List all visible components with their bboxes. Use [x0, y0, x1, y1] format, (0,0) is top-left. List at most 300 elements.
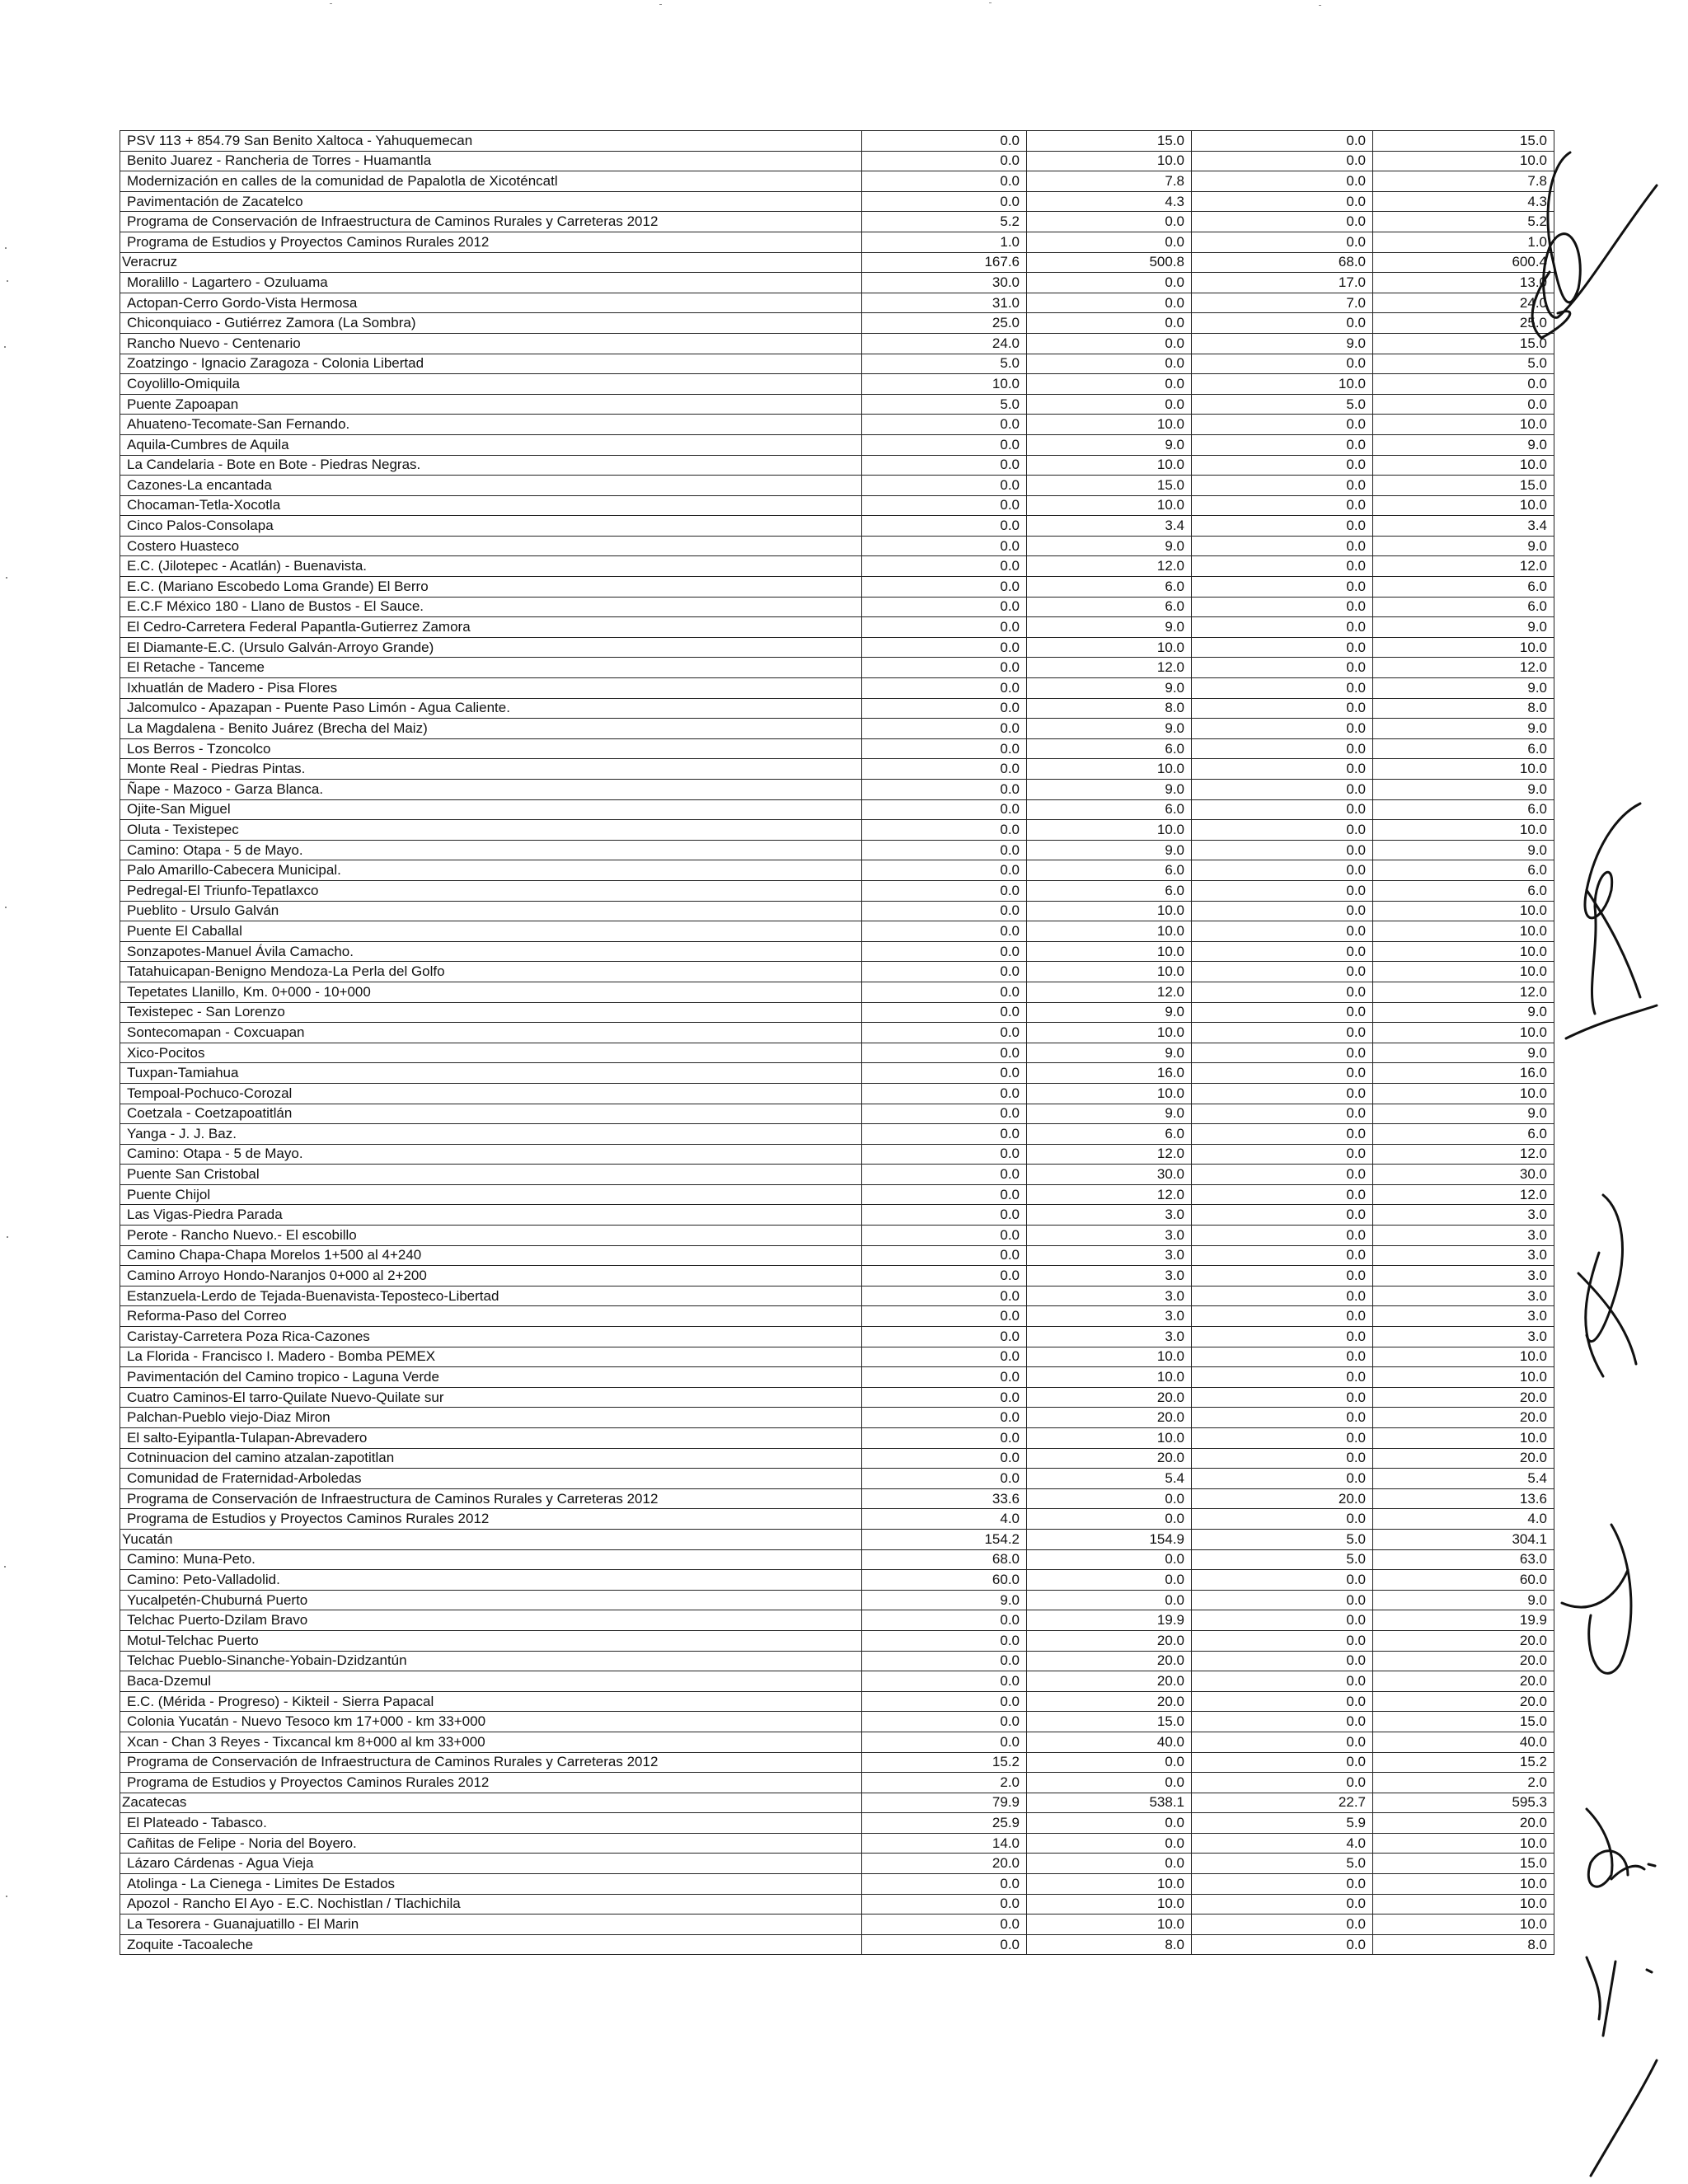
value-cell: 0.0: [1027, 333, 1192, 354]
value-cell: 9.0: [1373, 1590, 1554, 1610]
value-cell: 0.0: [1192, 840, 1373, 860]
value-cell: 0.0: [862, 1002, 1027, 1023]
value-cell: 9.0: [1027, 1002, 1192, 1023]
value-cell: 0.0: [862, 901, 1027, 921]
road-name-cell: Xcan - Chan 3 Reyes - Tixcancal km 8+000 al km 33+000: [120, 1732, 862, 1752]
value-cell: 0.0: [1027, 1570, 1192, 1591]
road-name-cell: Palo Amarillo-Cabecera Municipal.: [120, 860, 862, 881]
value-cell: 3.4: [1373, 516, 1554, 537]
value-cell: 0.0: [1027, 232, 1192, 252]
value-cell: 12.0: [1027, 556, 1192, 577]
road-name-cell: PSV 113 + 854.79 San Benito Xaltoca - Yahuquemecan: [120, 131, 862, 152]
road-name-cell: Ixhuatlán de Madero - Pisa Flores: [120, 678, 862, 699]
value-cell: 0.0: [862, 1286, 1027, 1306]
road-name-cell: Camino: Muna-Peto.: [120, 1549, 862, 1570]
value-cell: 0.0: [1192, 1509, 1373, 1530]
value-cell: 10.0: [1027, 921, 1192, 942]
value-cell: 20.0: [1373, 1671, 1554, 1692]
road-name-cell: Oluta - Texistepec: [120, 820, 862, 841]
value-cell: 0.0: [1192, 476, 1373, 496]
value-cell: 15.0: [1373, 1854, 1554, 1874]
value-cell: 0.0: [1373, 374, 1554, 395]
value-cell: 10.0: [1027, 1894, 1192, 1915]
value-cell: 10.0: [1027, 1915, 1192, 1935]
value-cell: 9.0: [862, 1590, 1027, 1610]
value-cell: 15.2: [1373, 1752, 1554, 1773]
value-cell: 10.0: [1373, 495, 1554, 516]
road-name-cell: Xico-Pocitos: [120, 1043, 862, 1063]
value-cell: 9.0: [1027, 719, 1192, 739]
value-cell: 30.0: [1027, 1165, 1192, 1185]
value-cell: 0.0: [1027, 1488, 1192, 1509]
value-cell: 9.0: [1373, 1043, 1554, 1063]
value-cell: 15.0: [1027, 131, 1192, 152]
road-name-cell: El Retache - Tanceme: [120, 658, 862, 678]
value-cell: 0.0: [862, 738, 1027, 759]
road-name-cell: Benito Juarez - Rancheria de Torres - Huamantla: [120, 151, 862, 171]
road-name-cell: Puente El Caballal: [120, 921, 862, 942]
value-cell: 24.0: [1373, 293, 1554, 313]
value-cell: 25.0: [1373, 313, 1554, 334]
value-cell: 3.0: [1027, 1327, 1192, 1347]
value-cell: 0.0: [1027, 273, 1192, 293]
value-cell: 0.0: [862, 415, 1027, 435]
value-cell: 10.0: [1373, 1428, 1554, 1449]
road-name-cell: Cañitas de Felipe - Noria del Boyero.: [120, 1833, 862, 1854]
value-cell: 68.0: [862, 1549, 1027, 1570]
value-cell: 0.0: [862, 1266, 1027, 1286]
state-name-cell: Veracruz: [120, 252, 862, 273]
value-cell: 6.0: [1373, 577, 1554, 598]
value-cell: 3.0: [1373, 1245, 1554, 1266]
value-cell: 4.0: [862, 1509, 1027, 1530]
value-cell: 60.0: [862, 1570, 1027, 1591]
road-name-cell: Programa de Conservación de Infraestructura de Caminos Rurales y Carreteras 2012: [120, 212, 862, 232]
value-cell: 0.0: [862, 698, 1027, 719]
value-cell: 10.0: [1373, 941, 1554, 962]
value-cell: 0.0: [862, 1651, 1027, 1671]
value-cell: 12.0: [1027, 1144, 1192, 1165]
value-cell: 0.0: [862, 1184, 1027, 1205]
value-cell: 5.0: [862, 354, 1027, 374]
value-cell: 6.0: [1027, 860, 1192, 881]
value-cell: 0.0: [862, 637, 1027, 658]
value-cell: 9.0: [1027, 617, 1192, 638]
value-cell: 0.0: [1192, 1286, 1373, 1306]
value-cell: 5.4: [1373, 1469, 1554, 1489]
value-cell: 0.0: [862, 1043, 1027, 1063]
value-cell: 0.0: [862, 536, 1027, 556]
value-cell: 0.0: [862, 1023, 1027, 1043]
value-cell: 0.0: [862, 658, 1027, 678]
value-cell: 9.0: [1027, 678, 1192, 699]
road-name-cell: Reforma-Paso del Correo: [120, 1306, 862, 1327]
value-cell: 10.0: [1027, 1023, 1192, 1043]
value-cell: 19.9: [1027, 1610, 1192, 1631]
value-cell: 15.0: [1027, 1712, 1192, 1732]
value-cell: 9.0: [1027, 840, 1192, 860]
value-cell: 3.4: [1027, 516, 1192, 537]
value-cell: 0.0: [862, 597, 1027, 617]
value-cell: 9.0: [1373, 536, 1554, 556]
value-cell: 0.0: [1027, 1773, 1192, 1793]
value-cell: 4.0: [1192, 1833, 1373, 1854]
value-cell: 0.0: [862, 1226, 1027, 1246]
road-name-cell: Jalcomulco - Apazapan - Puente Paso Limón - Agua Caliente.: [120, 698, 862, 719]
value-cell: 0.0: [1027, 1833, 1192, 1854]
value-cell: 0.0: [862, 1347, 1027, 1367]
value-cell: 6.0: [1027, 880, 1192, 901]
value-cell: 10.0: [1373, 820, 1554, 841]
value-cell: 0.0: [1192, 1408, 1373, 1428]
value-cell: 0.0: [1192, 962, 1373, 982]
road-name-cell: Programa de Conservación de Infraestructura de Caminos Rurales y Carreteras 2012: [120, 1488, 862, 1509]
road-name-cell: Perote - Rancho Nuevo.- El escobillo: [120, 1226, 862, 1246]
value-cell: 0.0: [862, 516, 1027, 537]
value-cell: 0.0: [1192, 1104, 1373, 1124]
value-cell: 0.0: [1192, 982, 1373, 1002]
value-cell: 0.0: [1192, 1306, 1373, 1327]
value-cell: 0.0: [862, 1327, 1027, 1347]
value-cell: 0.0: [862, 1367, 1027, 1388]
value-cell: 6.0: [1027, 597, 1192, 617]
value-cell: 15.0: [1373, 1712, 1554, 1732]
value-cell: 0.0: [1192, 1043, 1373, 1063]
value-cell: 0.0: [1192, 637, 1373, 658]
value-cell: 0.0: [1192, 354, 1373, 374]
state-name-cell: Zacatecas: [120, 1793, 862, 1813]
road-name-cell: Pavimentación del Camino tropico - Laguna Verde: [120, 1367, 862, 1388]
value-cell: 6.0: [1027, 577, 1192, 598]
value-cell: 0.0: [862, 1165, 1027, 1185]
road-name-cell: E.C. (Mérida - Progreso) - Kikteil - Sierra Papacal: [120, 1691, 862, 1712]
state-name-cell: Yucatán: [120, 1529, 862, 1549]
value-cell: 8.0: [1373, 1934, 1554, 1955]
value-cell: 0.0: [862, 1428, 1027, 1449]
value-cell: 0.0: [1192, 1428, 1373, 1449]
road-name-cell: El Diamante-E.C. (Ursulo Galván-Arroyo Grande): [120, 637, 862, 658]
value-cell: 10.0: [1027, 962, 1192, 982]
value-cell: 20.0: [1373, 1630, 1554, 1651]
value-cell: 0.0: [1192, 1469, 1373, 1489]
road-name-cell: El salto-Eyipantla-Tulapan-Abrevadero: [120, 1428, 862, 1449]
value-cell: 9.0: [1373, 434, 1554, 455]
value-cell: 40.0: [1027, 1732, 1192, 1752]
value-cell: 3.0: [1373, 1226, 1554, 1246]
road-name-cell: Yucalpetén-Chuburná Puerto: [120, 1590, 862, 1610]
road-name-cell: Actopan-Cerro Gordo-Vista Hermosa: [120, 293, 862, 313]
value-cell: 3.0: [1027, 1205, 1192, 1226]
value-cell: 0.0: [1192, 1124, 1373, 1145]
value-cell: 15.0: [1373, 476, 1554, 496]
value-cell: 0.0: [1192, 1083, 1373, 1104]
value-cell: 12.0: [1027, 1184, 1192, 1205]
value-cell: 0.0: [1192, 536, 1373, 556]
value-cell: 9.0: [1027, 1043, 1192, 1063]
value-cell: 10.0: [1027, 901, 1192, 921]
value-cell: 3.0: [1027, 1245, 1192, 1266]
value-cell: 0.0: [1192, 1205, 1373, 1226]
road-name-cell: Camino: Otapa - 5 de Mayo.: [120, 1144, 862, 1165]
value-cell: 15.0: [1373, 131, 1554, 152]
value-cell: 0.0: [862, 880, 1027, 901]
road-name-cell: Las Vigas-Piedra Parada: [120, 1205, 862, 1226]
value-cell: 0.0: [1192, 516, 1373, 537]
road-name-cell: Monte Real - Piedras Pintas.: [120, 759, 862, 780]
value-cell: 0.0: [1192, 1590, 1373, 1610]
value-cell: 0.0: [862, 1934, 1027, 1955]
value-cell: 9.0: [1373, 1104, 1554, 1124]
value-cell: 20.0: [1373, 1448, 1554, 1469]
value-cell: 10.0: [1027, 637, 1192, 658]
road-name-cell: La Magdalena - Benito Juárez (Brecha del Maiz): [120, 719, 862, 739]
value-cell: 15.0: [1027, 476, 1192, 496]
value-cell: 9.0: [1027, 1104, 1192, 1124]
value-cell: 0.0: [862, 617, 1027, 638]
value-cell: 20.0: [862, 1854, 1027, 1874]
road-name-cell: Baca-Dzemul: [120, 1671, 862, 1692]
value-cell: 4.3: [1373, 191, 1554, 212]
value-cell: 0.0: [862, 799, 1027, 820]
value-cell: 0.0: [862, 1245, 1027, 1266]
value-cell: 0.0: [1192, 1448, 1373, 1469]
road-name-cell: Motul-Telchac Puerto: [120, 1630, 862, 1651]
value-cell: 6.0: [1027, 1124, 1192, 1145]
value-cell: 0.0: [1027, 1590, 1192, 1610]
value-cell: 10.0: [1027, 1347, 1192, 1367]
value-cell: 13.6: [1373, 1488, 1554, 1509]
road-name-cell: Apozol - Rancho El Ayo - E.C. Nochistlan / Tlachichila: [120, 1894, 862, 1915]
value-cell: 20.0: [1027, 1651, 1192, 1671]
value-cell: 0.0: [1027, 1813, 1192, 1834]
value-cell: 154.9: [1027, 1529, 1192, 1549]
value-cell: 8.0: [1373, 698, 1554, 719]
value-cell: 0.0: [1192, 1934, 1373, 1955]
value-cell: 0.0: [1192, 313, 1373, 334]
value-cell: 25.0: [862, 313, 1027, 334]
value-cell: 10.0: [1027, 759, 1192, 780]
value-cell: 0.0: [862, 1144, 1027, 1165]
value-cell: 0.0: [1192, 232, 1373, 252]
value-cell: 0.0: [862, 780, 1027, 800]
value-cell: 595.3: [1373, 1793, 1554, 1813]
value-cell: 63.0: [1373, 1549, 1554, 1570]
road-name-cell: E.C. (Mariano Escobedo Loma Grande) El Berro: [120, 577, 862, 598]
value-cell: 0.0: [862, 678, 1027, 699]
value-cell: 0.0: [862, 719, 1027, 739]
value-cell: 4.0: [1373, 1509, 1554, 1530]
value-cell: 0.0: [862, 577, 1027, 598]
value-cell: 0.0: [1192, 698, 1373, 719]
value-cell: 25.9: [862, 1813, 1027, 1834]
value-cell: 24.0: [862, 333, 1027, 354]
value-cell: 10.0: [1027, 151, 1192, 171]
value-cell: 9.0: [1373, 1002, 1554, 1023]
value-cell: 0.0: [1192, 1651, 1373, 1671]
road-name-cell: El Plateado - Tabasco.: [120, 1813, 862, 1834]
value-cell: 600.4: [1373, 252, 1554, 273]
value-cell: 538.1: [1027, 1793, 1192, 1813]
value-cell: 6.0: [1373, 860, 1554, 881]
value-cell: 12.0: [1373, 1184, 1554, 1205]
value-cell: 0.0: [1192, 577, 1373, 598]
value-cell: 10.0: [1373, 1083, 1554, 1104]
value-cell: 0.0: [862, 191, 1027, 212]
value-cell: 0.0: [1192, 1630, 1373, 1651]
value-cell: 10.0: [1373, 1833, 1554, 1854]
value-cell: 10.0: [1373, 415, 1554, 435]
value-cell: 0.0: [1027, 1509, 1192, 1530]
value-cell: 0.0: [1027, 212, 1192, 232]
value-cell: 30.0: [862, 273, 1027, 293]
value-cell: 0.0: [862, 556, 1027, 577]
value-cell: 0.0: [1192, 780, 1373, 800]
value-cell: 0.0: [862, 476, 1027, 496]
value-cell: 0.0: [1027, 354, 1192, 374]
value-cell: 0.0: [862, 1104, 1027, 1124]
value-cell: 0.0: [1192, 799, 1373, 820]
value-cell: 10.0: [1373, 455, 1554, 476]
value-cell: 31.0: [862, 293, 1027, 313]
value-cell: 0.0: [1192, 860, 1373, 881]
value-cell: 0.0: [1373, 394, 1554, 415]
value-cell: 30.0: [1373, 1165, 1554, 1185]
value-cell: 5.0: [1373, 354, 1554, 374]
road-name-cell: Camino Arroyo Hondo-Naranjos 0+000 al 2+200: [120, 1266, 862, 1286]
value-cell: 0.0: [1027, 313, 1192, 334]
value-cell: 9.0: [1373, 840, 1554, 860]
value-cell: 10.0: [1027, 415, 1192, 435]
value-cell: 0.0: [1192, 1773, 1373, 1793]
value-cell: 10.0: [1027, 1367, 1192, 1388]
value-cell: 10.0: [1027, 820, 1192, 841]
road-name-cell: Cazones-La encantada: [120, 476, 862, 496]
value-cell: 0.0: [862, 131, 1027, 152]
value-cell: 0.0: [1192, 1165, 1373, 1185]
value-cell: 0.0: [1192, 1327, 1373, 1347]
value-cell: 0.0: [1192, 556, 1373, 577]
value-cell: 9.0: [1373, 780, 1554, 800]
value-cell: 6.0: [1373, 738, 1554, 759]
value-cell: 304.1: [1373, 1529, 1554, 1549]
value-cell: 5.4: [1027, 1469, 1192, 1489]
value-cell: 0.0: [862, 982, 1027, 1002]
value-cell: 10.0: [1373, 921, 1554, 942]
value-cell: 20.0: [1027, 1630, 1192, 1651]
road-name-cell: Zoquite -Tacoaleche: [120, 1934, 862, 1955]
value-cell: 0.0: [1192, 455, 1373, 476]
value-cell: 79.9: [862, 1793, 1027, 1813]
value-cell: 0.0: [1027, 394, 1192, 415]
value-cell: 12.0: [1373, 1144, 1554, 1165]
value-cell: 0.0: [1192, 212, 1373, 232]
value-cell: 10.0: [1373, 962, 1554, 982]
value-cell: 9.0: [1373, 719, 1554, 739]
road-name-cell: Camino: Peto-Valladolid.: [120, 1570, 862, 1591]
value-cell: 6.0: [1373, 1124, 1554, 1145]
road-name-cell: Comunidad de Fraternidad-Arboledas: [120, 1469, 862, 1489]
value-cell: 0.0: [862, 1630, 1027, 1651]
value-cell: 16.0: [1373, 1063, 1554, 1084]
road-name-cell: Atolinga - La Cienega - Limites De Estados: [120, 1874, 862, 1895]
value-cell: 0.0: [1192, 658, 1373, 678]
value-cell: 0.0: [1027, 1854, 1192, 1874]
value-cell: 0.0: [1192, 1226, 1373, 1246]
value-cell: 7.8: [1027, 171, 1192, 192]
value-cell: 0.0: [1192, 1752, 1373, 1773]
value-cell: 0.0: [1192, 495, 1373, 516]
value-cell: 0.0: [1192, 1184, 1373, 1205]
value-cell: 10.0: [1373, 901, 1554, 921]
value-cell: 20.0: [1027, 1387, 1192, 1408]
value-cell: 0.0: [1192, 151, 1373, 171]
value-cell: 7.0: [1192, 293, 1373, 313]
road-name-cell: Cinco Palos-Consolapa: [120, 516, 862, 537]
value-cell: 20.0: [1027, 1691, 1192, 1712]
value-cell: 0.0: [862, 1306, 1027, 1327]
value-cell: 10.0: [1027, 941, 1192, 962]
value-cell: 0.0: [862, 1124, 1027, 1145]
value-cell: 0.0: [862, 1915, 1027, 1935]
road-name-cell: El Cedro-Carretera Federal Papantla-Gutierrez Zamora: [120, 617, 862, 638]
value-cell: 0.0: [1192, 617, 1373, 638]
value-cell: 0.0: [862, 1732, 1027, 1752]
value-cell: 10.0: [1027, 1428, 1192, 1449]
road-name-cell: Cuatro Caminos-El tarro-Quilate Nuevo-Quilate sur: [120, 1387, 862, 1408]
value-cell: 6.0: [1027, 738, 1192, 759]
value-cell: 0.0: [1192, 597, 1373, 617]
value-cell: 500.8: [1027, 252, 1192, 273]
road-name-cell: Rancho Nuevo - Centenario: [120, 333, 862, 354]
road-name-cell: Puente Chijol: [120, 1184, 862, 1205]
value-cell: 5.0: [1192, 1529, 1373, 1549]
value-cell: 20.0: [1373, 1387, 1554, 1408]
value-cell: 20.0: [1027, 1408, 1192, 1428]
value-cell: 0.0: [862, 434, 1027, 455]
road-name-cell: Cotninuacion del camino atzalan-zapotitlan: [120, 1448, 862, 1469]
value-cell: 0.0: [862, 1712, 1027, 1732]
value-cell: 9.0: [1027, 780, 1192, 800]
value-cell: 9.0: [1027, 536, 1192, 556]
value-cell: 0.0: [1192, 191, 1373, 212]
road-name-cell: Puente San Cristobal: [120, 1165, 862, 1185]
value-cell: 20.0: [1373, 1691, 1554, 1712]
road-name-cell: Modernización en calles de la comunidad de Papalotla de Xicoténcatl: [120, 171, 862, 192]
value-cell: 0.0: [1192, 921, 1373, 942]
value-cell: 20.0: [1027, 1671, 1192, 1692]
value-cell: 0.0: [1192, 1691, 1373, 1712]
value-cell: 9.0: [1373, 617, 1554, 638]
value-cell: 3.0: [1027, 1226, 1192, 1246]
value-cell: 0.0: [1192, 1387, 1373, 1408]
value-cell: 0.0: [1192, 1610, 1373, 1631]
value-cell: 0.0: [1192, 1144, 1373, 1165]
value-cell: 0.0: [1192, 738, 1373, 759]
value-cell: 13.0: [1373, 273, 1554, 293]
value-cell: 10.0: [1027, 495, 1192, 516]
value-cell: 10.0: [1373, 1894, 1554, 1915]
value-cell: 0.0: [1192, 1671, 1373, 1692]
value-cell: 3.0: [1373, 1205, 1554, 1226]
value-cell: 2.0: [862, 1773, 1027, 1793]
road-name-cell: Moralillo - Lagartero - Ozuluama: [120, 273, 862, 293]
value-cell: 0.0: [862, 1671, 1027, 1692]
value-cell: 12.0: [1373, 982, 1554, 1002]
value-cell: 0.0: [1192, 901, 1373, 921]
value-cell: 0.0: [862, 1874, 1027, 1895]
road-name-cell: Costero Huasteco: [120, 536, 862, 556]
value-cell: 14.0: [862, 1833, 1027, 1854]
